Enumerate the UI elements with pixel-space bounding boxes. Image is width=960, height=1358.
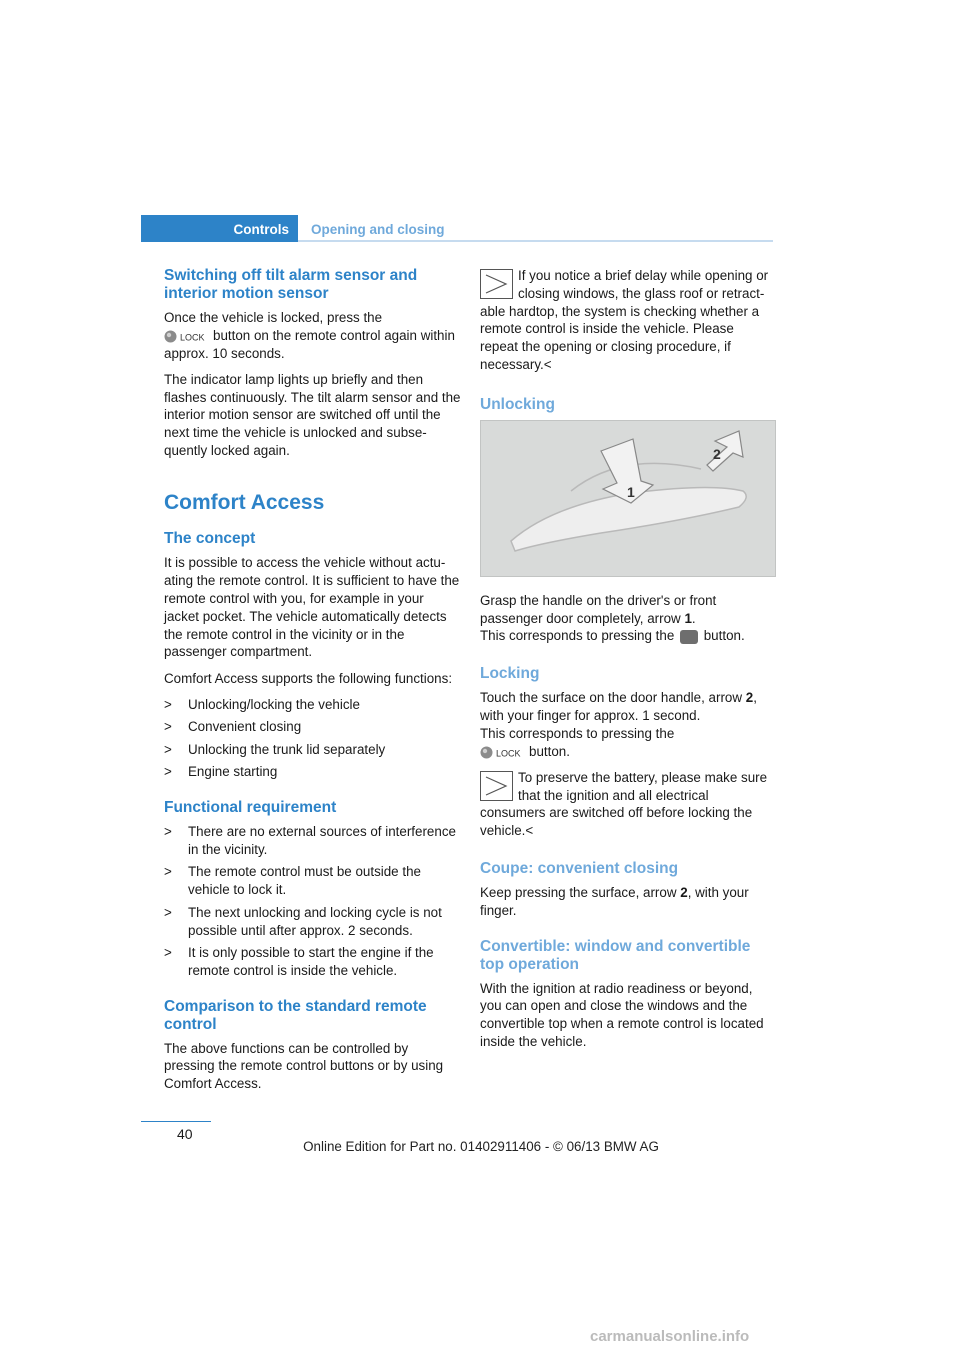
locking-paragraph: Touch the surface on the door handle, arrow 2, with your finger for approx. 1 second. This corresponds to pressing the LOCK button. — [480, 690, 757, 759]
note-end-mark: < — [525, 823, 534, 839]
locking-heading: Locking — [480, 665, 540, 683]
list-item: > There are no external sources of interference in the vicinity. — [164, 824, 456, 857]
list-item: > Convenient closing — [164, 719, 302, 735]
door-handle-illustration — [480, 420, 776, 577]
footer-edition: Online Edition for Part no. 01402911406 - © 06/13 BMW AG — [303, 1139, 659, 1154]
concept-paragraph-1: It is possible to access the vehicle without actuating the remote control. It is sufficient to have the remote control with you, for example in your jacket pocket. The vehicle automatically detects the remote control in the vicinity or in the passenger compartment. — [164, 555, 460, 660]
bullet: > — [164, 696, 172, 712]
lock-key-label: LOCK — [180, 332, 205, 343]
comfort-access-heading: Comfort Access — [164, 491, 325, 515]
chapter-label: Controls — [233, 222, 289, 237]
coupe-heading: Coupe: convenient closing — [480, 860, 679, 878]
note-end-mark: < — [543, 356, 552, 372]
bullet: > — [164, 764, 172, 780]
bullet: > — [164, 824, 172, 840]
lock-key-label: LOCK — [496, 748, 521, 759]
tilt-paragraph-1 — [164, 309, 461, 362]
page-header — [141, 215, 773, 242]
watermark: carmanualsonline.info — [590, 1328, 750, 1345]
tilt-p1-end: button on the remote control again within approx. 10 seconds. — [164, 327, 455, 361]
lock-key-icon — [480, 746, 526, 759]
bullet: > — [164, 904, 172, 920]
page-number: 40 — [177, 1126, 193, 1142]
concept-heading: The concept — [164, 530, 256, 548]
tilt-p1-start: Once the vehicle is locked, press the — [164, 310, 383, 325]
list-item: > Unlocking the trunk lid separately — [164, 741, 386, 757]
list-item: > Unlocking/locking the vehicle — [164, 696, 360, 712]
list-item: > The next unlocking and locking cycle is not possible until after approx. 2 seconds. — [164, 904, 442, 938]
list-item: > It is only possible to start the engine if the remote control is inside the vehicle. — [164, 945, 434, 978]
note-battery-text: To preserve the battery, please make sure that the ignition and all electrical consumers are switched off before locking the vehicle. — [480, 769, 768, 839]
bullet: > — [164, 945, 172, 961]
note-triangle-icon — [480, 269, 513, 299]
list-item: > Engine starting — [164, 764, 278, 780]
footer-rule — [141, 1121, 211, 1122]
convertible-heading: Convertible: window and convertible top operation — [480, 937, 751, 973]
arrow-1-label: 1 — [627, 483, 635, 500]
unlock-key-icon — [680, 630, 698, 644]
comparison-heading: Comparison to the standard remote control — [164, 997, 427, 1033]
note-delay — [480, 267, 774, 374]
convertible-paragraph: With the ignition at radio readiness or beyond, you can open and close the windows and the convertible top when a remote control is located inside the vehicle. — [480, 980, 764, 1050]
note-triangle-icon — [480, 771, 513, 801]
section-label: Opening and closing — [311, 222, 445, 237]
bullet: > — [164, 741, 172, 757]
concept-list — [164, 696, 461, 781]
unlocking-paragraph: Grasp the handle on the driver's or front passenger door completely, arrow 1. This corresponds to pressing the button. — [480, 592, 745, 644]
comparison-paragraph: The above functions can be controlled by pressing the remote control buttons or by using Comfort Access. — [164, 1040, 444, 1092]
tilt-paragraph-2: The indicator lamp lights up briefly and then flashes continuously. The tilt alarm sensor and the interior motion sensor are switched off until the next time the vehicle is unlocked and subsequently locked again. — [164, 371, 461, 459]
header-rule — [298, 240, 773, 242]
note-battery — [480, 769, 774, 840]
tilt-heading: Switching off tilt alarm sensor and interior motion sensor — [164, 267, 418, 302]
left-column — [164, 267, 461, 1102]
arrow-2-label: 2 — [713, 445, 721, 462]
bullet: > — [164, 719, 172, 735]
bullet: > — [164, 864, 172, 880]
functional-heading: Functional requirement — [164, 799, 337, 817]
note-delay-text: If you notice a brief delay while opening or closing windows, the glass roof or retractable hardtop, the system is checking whether a remote control is inside the vehicle. Please repeat the opening or closing procedure, if necessary. — [480, 268, 769, 372]
functional-list — [164, 823, 461, 979]
unlocking-heading: Unlocking — [480, 395, 555, 413]
list-item: > The remote control must be outside the vehicle to lock it. — [164, 864, 421, 898]
coupe-paragraph: Keep pressing the surface, arrow 2, with your finger. — [480, 885, 749, 918]
lock-key-icon — [164, 330, 210, 343]
concept-paragraph-2: Comfort Access supports the following functions: — [164, 670, 453, 686]
right-column — [480, 267, 774, 1059]
